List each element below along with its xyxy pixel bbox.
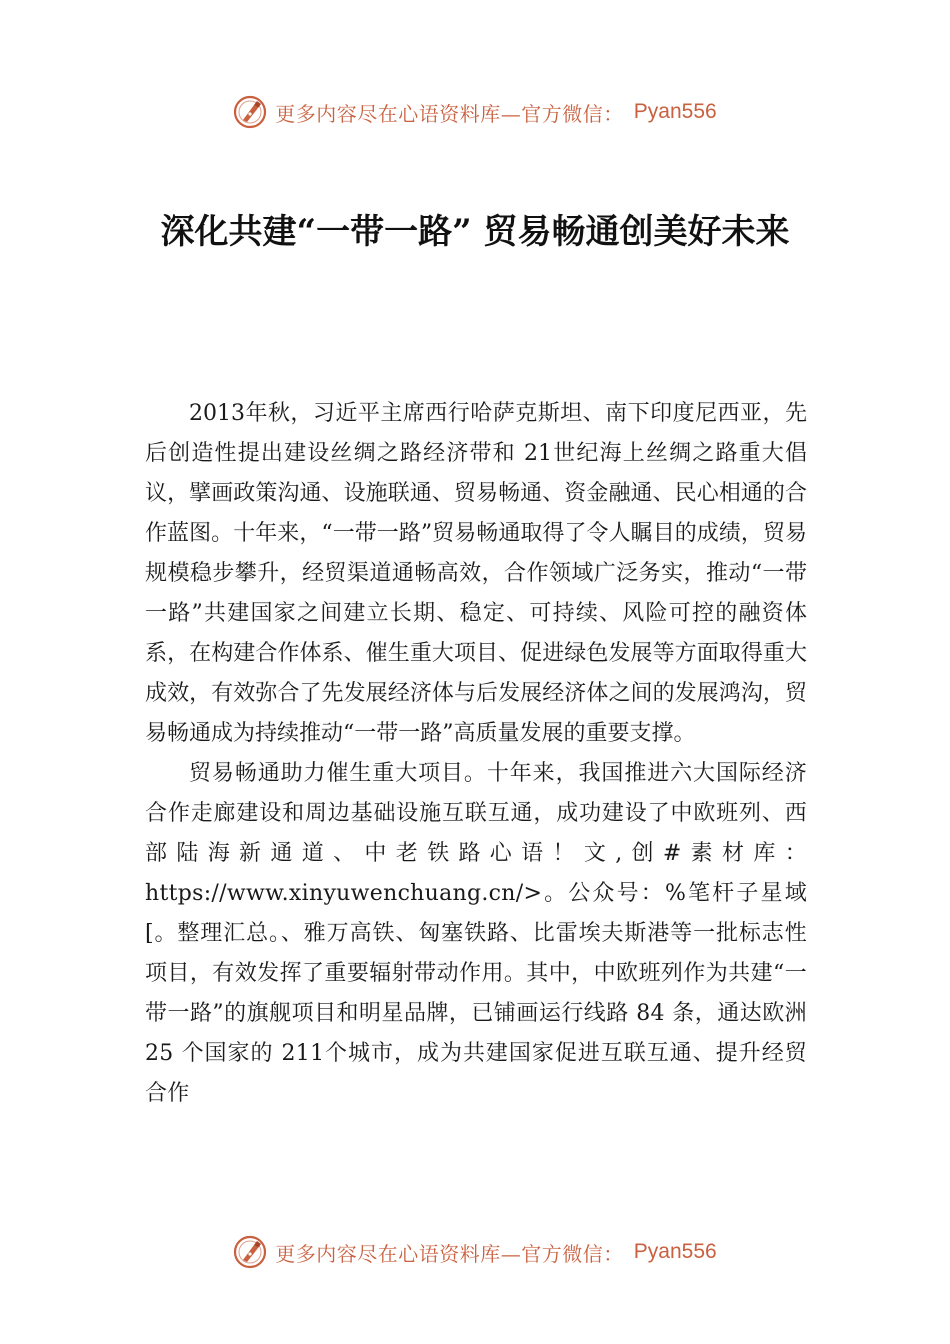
pen-nib-logo-icon [233,1235,267,1269]
body-paragraph: 贸易畅通助力催生重大项目。十年来，我国推进六大国际经济合作走廊建设和周边基础设施互联互通，成功建设了中欧班列、西部陆海新通道、中老铁路心语！文,创#素材库：https://www.xinyuwenchuang.cn/>。公众号：%笔杆子星域[。整理汇总。、雅万高铁、匈塞铁路、比雷埃夫斯港等一批标志性项目，有效发挥了重要辐射带动作用。其中，中欧班列作为共建“一带一路”的旗舰项目和明星品牌，已铺画运行线路 84 条，通达欧洲 25 个国家的 211个城市，成为共建国家促进互联互通、提升经贸合作 [145,761,807,1106]
pen-nib-logo-icon [233,95,267,129]
footer-watermark [0,1232,950,1272]
body-paragraph: 2013年秋，习近平主席西行哈萨克斯坦、南下印度尼西亚，先后创造性提出建设丝绸之路经济带和 21世纪海上丝绸之路重大倡议，擘画政策沟通、设施联通、贸易畅通、资金融通、民心相通的合作蓝图。十年来，“一带一路”贸易畅通取得了令人瞩目的成绩，贸易规模稳步攀升，经贸渠道通畅高效，合作领域广泛务实，推动“一带一路”共建国家之间建立长期、稳定、可持续、风险可控的融资体系，在构建合作体系、催生重大项目、促进绿色发展等方面取得重大成效，有效弥合了先发展经济体与后发展经济体之间的发展鸿沟，贸易畅通成为持续推动“一带一路”高质量发展的重要支撑。 [145,401,807,746]
wechat-handle: Pyan556 [633,1240,717,1263]
promo-text: 更多内容尽在心语资料库—官方微信： [275,101,624,126]
document-title: 深化共建“一带一路” 贸易畅通创美好未来 [160,212,790,252]
document-body [145,394,807,1114]
header-watermark [0,92,950,132]
promo-text: 更多内容尽在心语资料库—官方微信： [275,1241,624,1266]
wechat-handle: Pyan556 [633,100,717,123]
